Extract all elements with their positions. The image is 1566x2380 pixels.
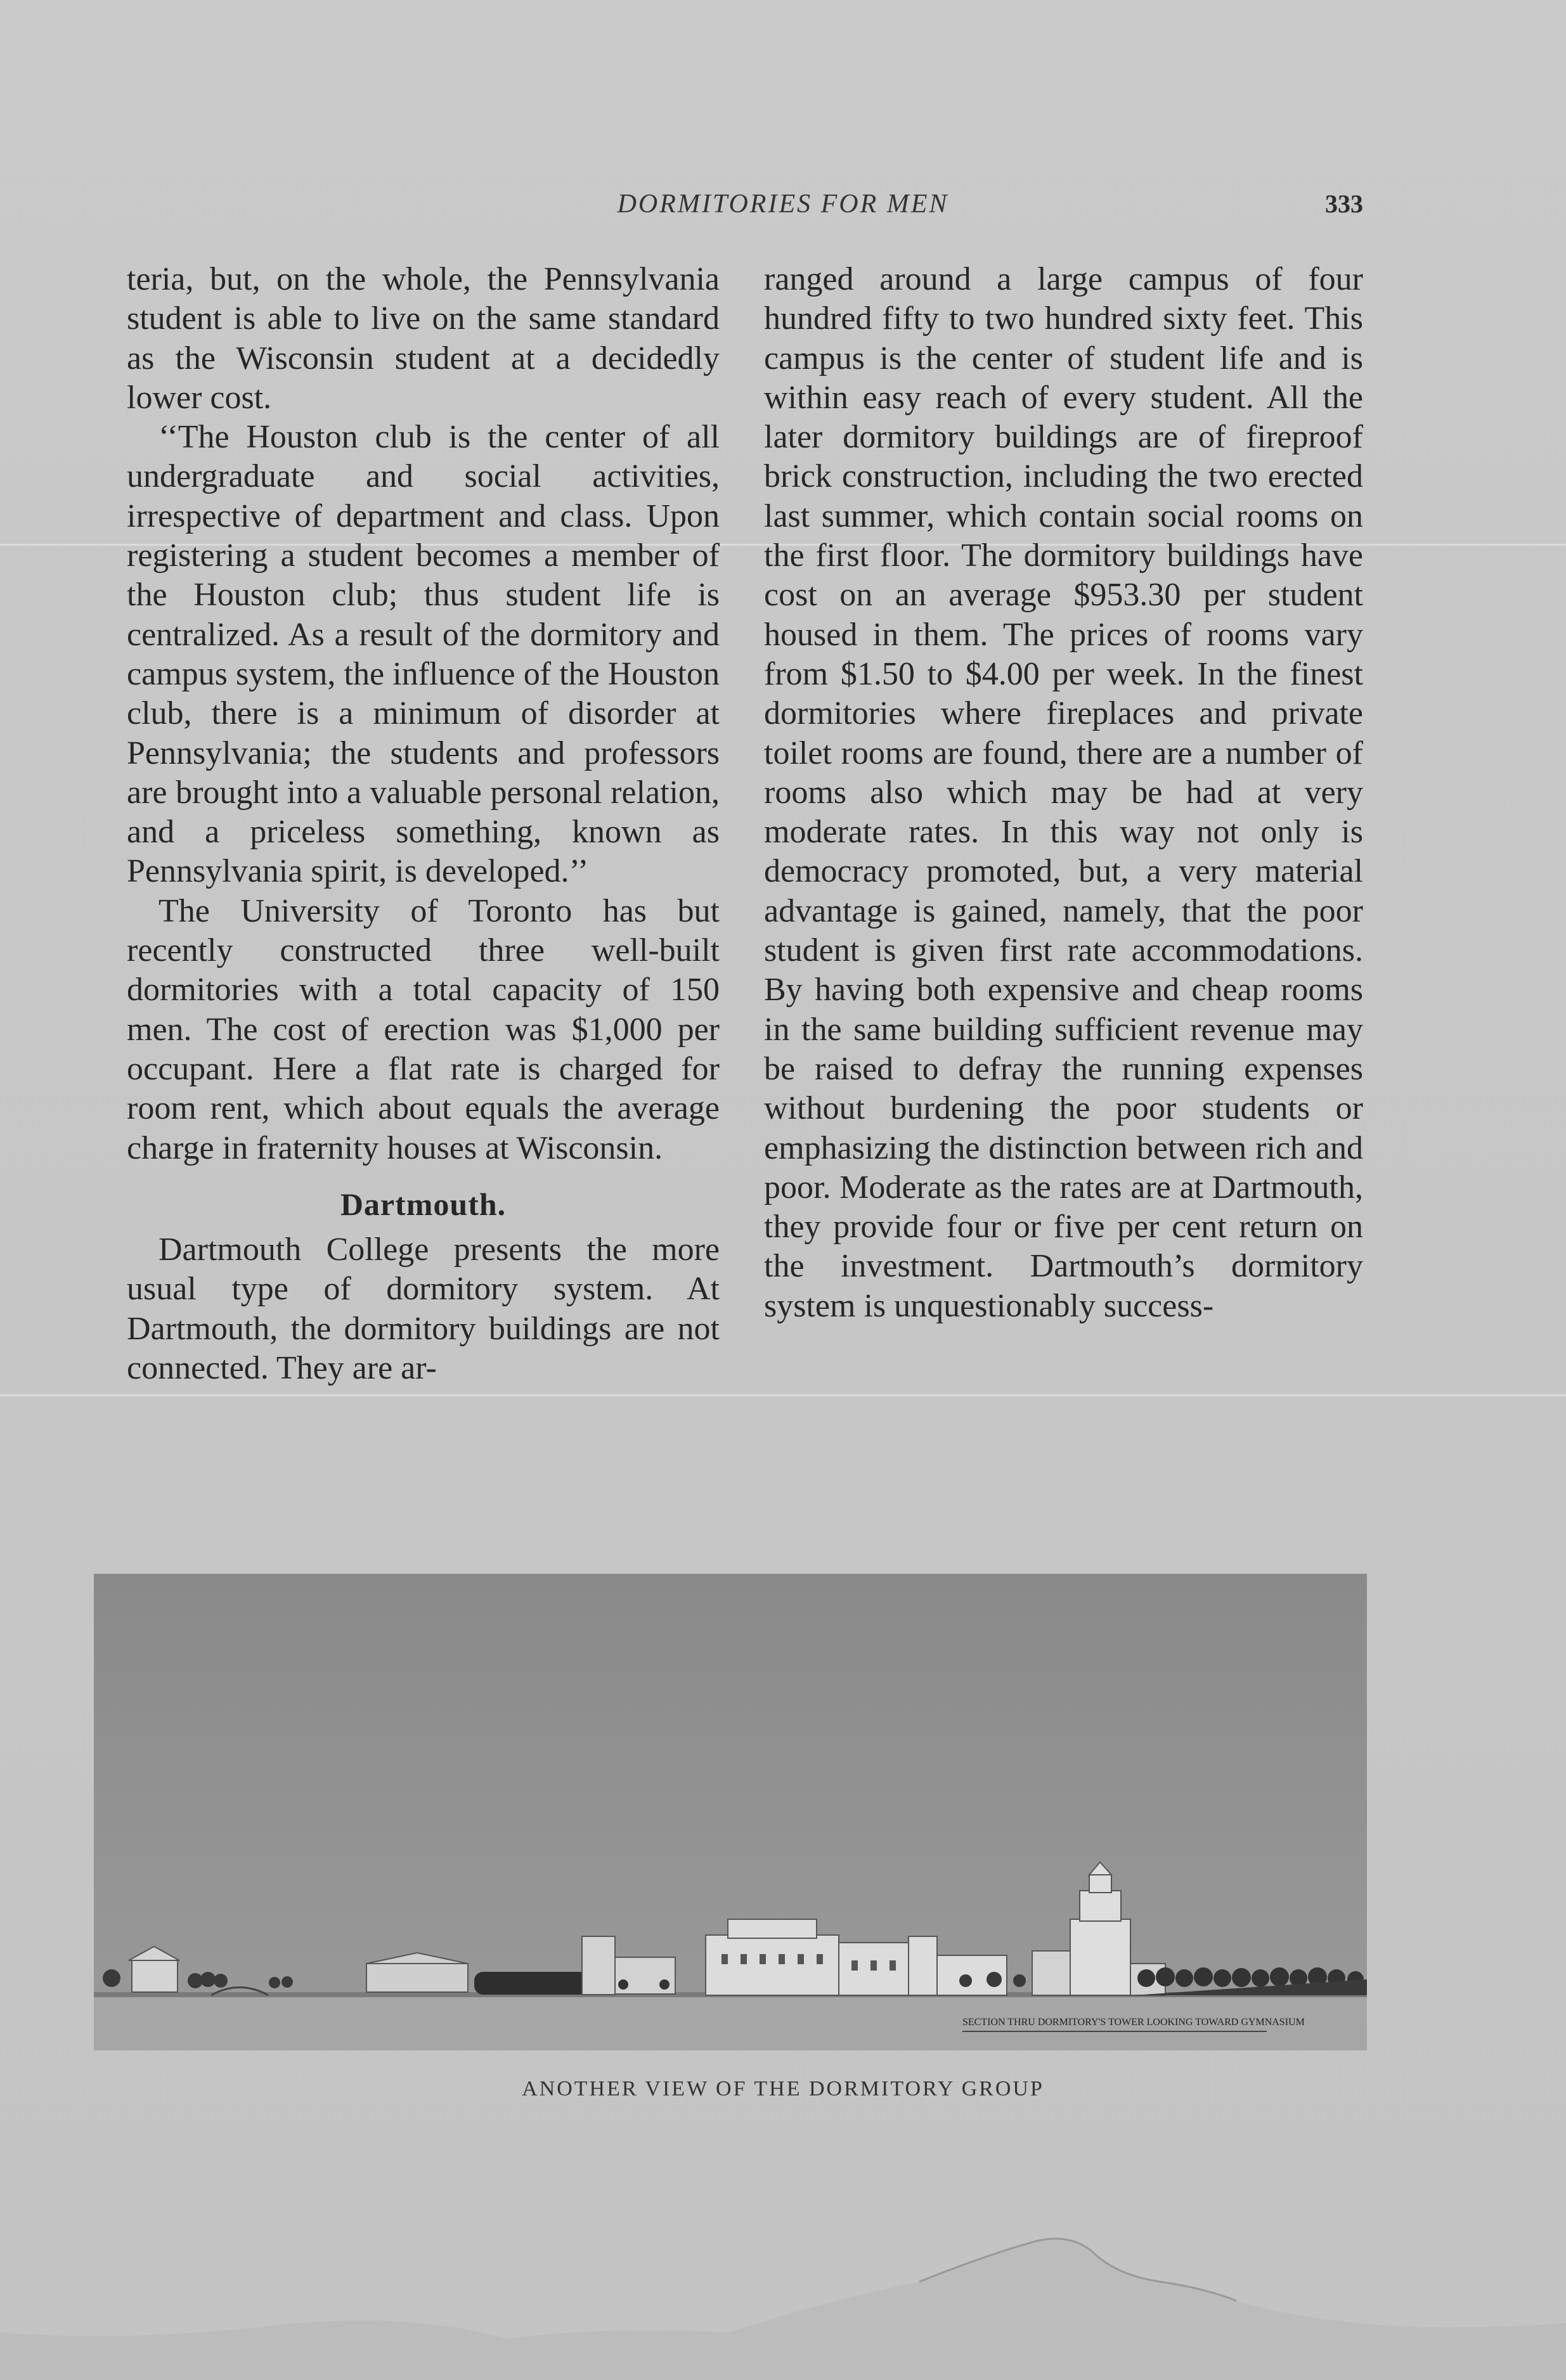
water-stain: [0, 2206, 1566, 2380]
paragraph: ‘‘The Houston club is the center of all undergraduate and social activities, irrespective of department and class. Upon registering a student becomes a member of the Houston club; thus student life is centralized. As a result of the dormitory and campus system, the influence of the Houston club, there is a minimum of disorder at Pennsylvania; the students and professors are brought into a valuable personal relation, and a priceless something, known as Pennsylvania spirit, is developed.’’: [127, 419, 720, 890]
figure-caption: ANOTHER VIEW OF THE DORMITORY GROUP: [522, 2077, 1044, 2100]
page-crease: [0, 1394, 1566, 1396]
right-column: [764, 260, 1363, 1326]
drawing-label: SECTION THRU DORMITORY'S TOWER LOOKING TOWARD GYMNASIUM: [962, 2017, 1305, 2028]
paragraph: Dartmouth College presents the more usual type of dormitory system. At Dartmouth, the dormitory buildings are not connected. They are ar-: [127, 1232, 720, 1387]
paragraph: teria, but, on the whole, the Pennsylvania student is able to live on the same standard as the Wisconsin student at a decidedly lower cost.: [127, 261, 720, 416]
left-column: [127, 260, 720, 1388]
dormitory-group-illustration: [94, 1574, 1367, 2050]
page-number: 333: [1325, 190, 1363, 218]
running-title: DORMITORIES FOR MEN: [617, 190, 949, 219]
paragraph: The University of Toronto has but recently constructed three well-built dormitories with a total capacity of 150 men. The cost of erection was $1,000 per occupant. Here a flat rate is charged for room rent, which about equals the average charge in fraternity houses at Wisconsin.: [127, 892, 720, 1166]
paragraph: ranged around a large campus of four hundred fifty to two hundred sixty feet. This campus is the center of student life and is within easy reach of every student. All the later dormitory buildings are of fireproof brick construction, including the two erected last summer, which contain social rooms on the first floor. The dormitory buildings have cost on an average $953.30 per student housed in them. The prices of rooms vary from $1.50 to $4.00 per week. In the finest dormitories where fireplaces and private toilet rooms are found, there are a number of rooms also which may be had at very moderate rates. In this way not only is democracy promoted, but, a very material advantage is gained, namely, that the poor student is given first rate accommodations. By having both expensive and cheap rooms in the same building sufficient revenue may be raised to defray the running expenses without burdening the poor students or emphasizing the distinction between rich and poor. Moderate as the rates are at Dartmouth, they provide four or five per cent return on the investment. Dartmouth’s dormitory system is unquestionably success-: [764, 261, 1363, 1324]
section-heading: Dartmouth.: [340, 1186, 507, 1222]
architectural-elevation-drawing: [94, 1574, 1367, 2050]
